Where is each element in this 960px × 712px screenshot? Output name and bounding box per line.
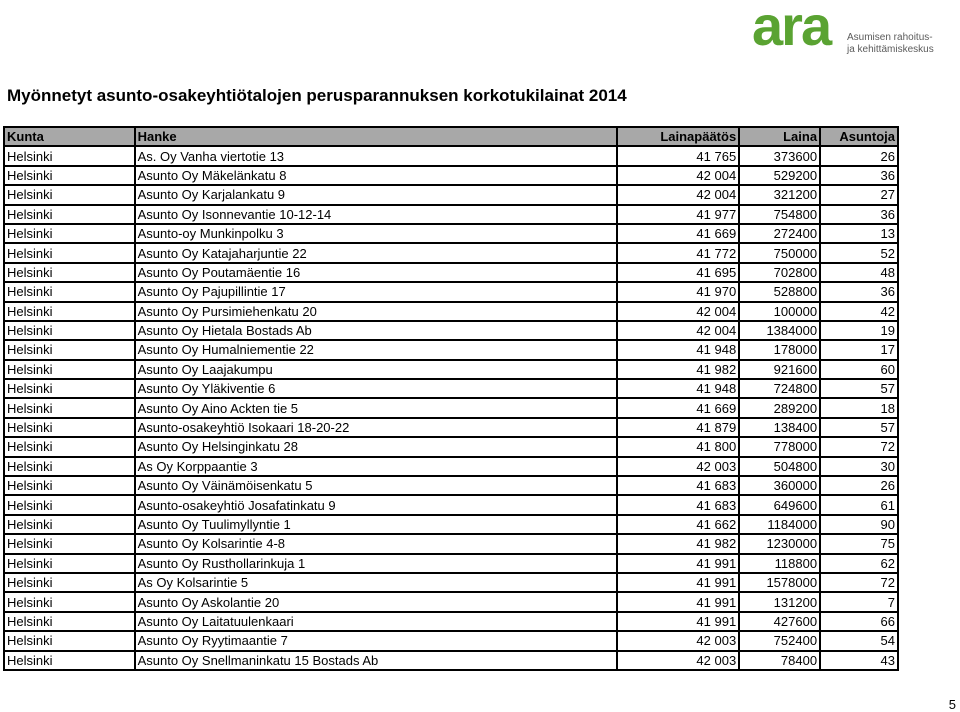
table-row — [4, 205, 898, 224]
table-row — [4, 418, 898, 437]
cell-lainapaatos: 42 003 — [617, 631, 739, 650]
cell-laina: 321200 — [739, 185, 820, 204]
logo-subtitle — [847, 32, 934, 56]
cell-kunta: Helsinki — [4, 612, 135, 631]
table-row — [4, 554, 898, 573]
cell-hanke: Asunto Oy Ryytimaantie 7 — [135, 631, 618, 650]
cell-lainapaatos: 41 948 — [617, 379, 739, 398]
cell-lainapaatos: 41 977 — [617, 205, 739, 224]
cell-asuntoja: 90 — [820, 515, 898, 534]
cell-kunta: Helsinki — [4, 379, 135, 398]
cell-laina: 649600 — [739, 495, 820, 514]
cell-hanke: Asunto Oy Katajaharjuntie 22 — [135, 243, 618, 262]
cell-asuntoja: 60 — [820, 360, 898, 379]
cell-laina: 360000 — [739, 476, 820, 495]
cell-laina: 702800 — [739, 263, 820, 282]
cell-asuntoja: 72 — [820, 573, 898, 592]
cell-kunta: Helsinki — [4, 146, 135, 165]
cell-laina: 1230000 — [739, 534, 820, 553]
cell-kunta: Helsinki — [4, 166, 135, 185]
cell-laina: 1578000 — [739, 573, 820, 592]
cell-lainapaatos: 41 683 — [617, 476, 739, 495]
cell-kunta: Helsinki — [4, 495, 135, 514]
cell-kunta: Helsinki — [4, 224, 135, 243]
header-laina: Laina — [739, 127, 820, 146]
cell-laina: 921600 — [739, 360, 820, 379]
cell-hanke: Asunto-osakeyhtiö Isokaari 18-20-22 — [135, 418, 618, 437]
table-row — [4, 379, 898, 398]
cell-kunta: Helsinki — [4, 651, 135, 670]
cell-asuntoja: 61 — [820, 495, 898, 514]
header-kunta: Kunta — [4, 127, 135, 146]
cell-laina: 1184000 — [739, 515, 820, 534]
cell-kunta: Helsinki — [4, 282, 135, 301]
page-number: 5 — [948, 697, 956, 712]
table-row — [4, 495, 898, 514]
cell-asuntoja: 18 — [820, 398, 898, 417]
cell-asuntoja: 43 — [820, 651, 898, 670]
cell-kunta: Helsinki — [4, 534, 135, 553]
cell-asuntoja: 7 — [820, 592, 898, 611]
cell-hanke: As Oy Korppaantie 3 — [135, 457, 618, 476]
cell-hanke: Asunto Oy Kolsarintie 4-8 — [135, 534, 618, 553]
loans-table — [3, 126, 899, 671]
cell-kunta: Helsinki — [4, 554, 135, 573]
table-row — [4, 612, 898, 631]
cell-asuntoja: 52 — [820, 243, 898, 262]
cell-hanke: Asunto Oy Hietala Bostads Ab — [135, 321, 618, 340]
table-row — [4, 476, 898, 495]
cell-kunta: Helsinki — [4, 573, 135, 592]
ara-logo — [752, 0, 942, 60]
table-row — [4, 631, 898, 650]
cell-hanke: Asunto Oy Yläkiventie 6 — [135, 379, 618, 398]
cell-laina: 289200 — [739, 398, 820, 417]
table-row — [4, 321, 898, 340]
cell-asuntoja: 57 — [820, 418, 898, 437]
cell-asuntoja: 54 — [820, 631, 898, 650]
cell-hanke: Asunto Oy Snellmaninkatu 15 Bostads Ab — [135, 651, 618, 670]
cell-kunta: Helsinki — [4, 418, 135, 437]
cell-lainapaatos: 41 991 — [617, 592, 739, 611]
table-row — [4, 398, 898, 417]
cell-lainapaatos: 41 695 — [617, 263, 739, 282]
cell-asuntoja: 42 — [820, 302, 898, 321]
table-row — [4, 534, 898, 553]
cell-lainapaatos: 41 669 — [617, 224, 739, 243]
cell-hanke: Asunto Oy Mäkelänkatu 8 — [135, 166, 618, 185]
cell-asuntoja: 36 — [820, 166, 898, 185]
cell-kunta: Helsinki — [4, 243, 135, 262]
cell-laina: 528800 — [739, 282, 820, 301]
table-row — [4, 146, 898, 165]
cell-hanke: Asunto Oy Isonnevantie 10-12-14 — [135, 205, 618, 224]
cell-asuntoja: 30 — [820, 457, 898, 476]
cell-asuntoja: 75 — [820, 534, 898, 553]
cell-kunta: Helsinki — [4, 185, 135, 204]
cell-laina: 131200 — [739, 592, 820, 611]
cell-lainapaatos: 41 772 — [617, 243, 739, 262]
cell-hanke: Asunto Oy Väinämöisenkatu 5 — [135, 476, 618, 495]
cell-kunta: Helsinki — [4, 476, 135, 495]
cell-hanke: Asunto Oy Tuulimyllyntie 1 — [135, 515, 618, 534]
cell-laina: 778000 — [739, 437, 820, 456]
cell-asuntoja: 36 — [820, 205, 898, 224]
table-row — [4, 573, 898, 592]
cell-hanke: Asunto Oy Aino Ackten tie 5 — [135, 398, 618, 417]
cell-hanke: Asunto Oy Askolantie 20 — [135, 592, 618, 611]
cell-asuntoja: 57 — [820, 379, 898, 398]
table-row — [4, 651, 898, 670]
table-row — [4, 185, 898, 204]
logo-wordmark: ara — [752, 0, 831, 57]
cell-asuntoja: 66 — [820, 612, 898, 631]
cell-laina: 100000 — [739, 302, 820, 321]
cell-kunta: Helsinki — [4, 263, 135, 282]
cell-hanke: Asunto Oy Helsinginkatu 28 — [135, 437, 618, 456]
cell-laina: 724800 — [739, 379, 820, 398]
cell-lainapaatos: 41 991 — [617, 612, 739, 631]
cell-laina: 504800 — [739, 457, 820, 476]
cell-hanke: Asunto Oy Pursimiehenkatu 20 — [135, 302, 618, 321]
table-row — [4, 224, 898, 243]
cell-lainapaatos: 41 879 — [617, 418, 739, 437]
cell-lainapaatos: 42 004 — [617, 185, 739, 204]
cell-lainapaatos: 41 800 — [617, 437, 739, 456]
cell-laina: 752400 — [739, 631, 820, 650]
cell-lainapaatos: 41 982 — [617, 360, 739, 379]
table-row — [4, 243, 898, 262]
cell-laina: 78400 — [739, 651, 820, 670]
cell-lainapaatos: 42 003 — [617, 457, 739, 476]
cell-hanke: Asunto Oy Pajupillintie 17 — [135, 282, 618, 301]
cell-asuntoja: 26 — [820, 146, 898, 165]
cell-laina: 178000 — [739, 340, 820, 359]
cell-kunta: Helsinki — [4, 205, 135, 224]
table-row — [4, 282, 898, 301]
table-row — [4, 437, 898, 456]
cell-hanke: Asunto-osakeyhtiö Josafatinkatu 9 — [135, 495, 618, 514]
table-row — [4, 457, 898, 476]
cell-lainapaatos: 42 004 — [617, 166, 739, 185]
cell-lainapaatos: 42 003 — [617, 651, 739, 670]
cell-laina: 138400 — [739, 418, 820, 437]
cell-hanke: Asunto Oy Rusthollarinkuja 1 — [135, 554, 618, 573]
cell-lainapaatos: 41 948 — [617, 340, 739, 359]
cell-laina: 750000 — [739, 243, 820, 262]
cell-kunta: Helsinki — [4, 321, 135, 340]
table-row — [4, 166, 898, 185]
cell-asuntoja: 72 — [820, 437, 898, 456]
cell-hanke: Asunto-oy Munkinpolku 3 — [135, 224, 618, 243]
cell-lainapaatos: 41 683 — [617, 495, 739, 514]
page-title: Myönnetyt asunto-osakeyhtiötalojen perusparannuksen korkotukilainat 2014 — [7, 86, 627, 105]
cell-kunta: Helsinki — [4, 515, 135, 534]
table-row — [4, 515, 898, 534]
cell-laina: 754800 — [739, 205, 820, 224]
table-row — [4, 592, 898, 611]
logo-subtitle-line1: Asumisen rahoitus- — [847, 32, 933, 43]
header-lainapaatos: Lainapäätös — [617, 127, 739, 146]
cell-asuntoja: 17 — [820, 340, 898, 359]
cell-laina: 427600 — [739, 612, 820, 631]
table-row — [4, 302, 898, 321]
cell-lainapaatos: 41 662 — [617, 515, 739, 534]
cell-kunta: Helsinki — [4, 340, 135, 359]
cell-hanke: Asunto Oy Laitatuulenkaari — [135, 612, 618, 631]
header-asuntoja: Asuntoja — [820, 127, 898, 146]
cell-asuntoja: 19 — [820, 321, 898, 340]
cell-kunta: Helsinki — [4, 360, 135, 379]
cell-asuntoja: 27 — [820, 185, 898, 204]
cell-asuntoja: 26 — [820, 476, 898, 495]
cell-laina: 373600 — [739, 146, 820, 165]
table-row — [4, 340, 898, 359]
cell-hanke: Asunto Oy Poutamäentie 16 — [135, 263, 618, 282]
cell-hanke: As. Oy Vanha viertotie 13 — [135, 146, 618, 165]
cell-kunta: Helsinki — [4, 302, 135, 321]
cell-lainapaatos: 41 991 — [617, 554, 739, 573]
cell-laina: 529200 — [739, 166, 820, 185]
table-row — [4, 360, 898, 379]
cell-asuntoja: 36 — [820, 282, 898, 301]
cell-laina: 272400 — [739, 224, 820, 243]
cell-lainapaatos: 41 982 — [617, 534, 739, 553]
cell-laina: 1384000 — [739, 321, 820, 340]
cell-kunta: Helsinki — [4, 631, 135, 650]
cell-kunta: Helsinki — [4, 457, 135, 476]
cell-lainapaatos: 42 004 — [617, 302, 739, 321]
cell-lainapaatos: 41 991 — [617, 573, 739, 592]
table-row — [4, 263, 898, 282]
cell-laina: 118800 — [739, 554, 820, 573]
table-header-row — [4, 127, 898, 146]
cell-lainapaatos: 41 669 — [617, 398, 739, 417]
cell-asuntoja: 62 — [820, 554, 898, 573]
cell-hanke: Asunto Oy Karjalankatu 9 — [135, 185, 618, 204]
cell-asuntoja: 13 — [820, 224, 898, 243]
cell-kunta: Helsinki — [4, 398, 135, 417]
cell-lainapaatos: 41 970 — [617, 282, 739, 301]
cell-kunta: Helsinki — [4, 592, 135, 611]
cell-hanke: Asunto Oy Laajakumpu — [135, 360, 618, 379]
cell-asuntoja: 48 — [820, 263, 898, 282]
logo-subtitle-line2: ja kehittämiskeskus — [847, 44, 934, 55]
cell-kunta: Helsinki — [4, 437, 135, 456]
cell-hanke: As Oy Kolsarintie 5 — [135, 573, 618, 592]
header-hanke: Hanke — [135, 127, 618, 146]
cell-lainapaatos: 42 004 — [617, 321, 739, 340]
cell-lainapaatos: 41 765 — [617, 146, 739, 165]
cell-hanke: Asunto Oy Humalniementie 22 — [135, 340, 618, 359]
